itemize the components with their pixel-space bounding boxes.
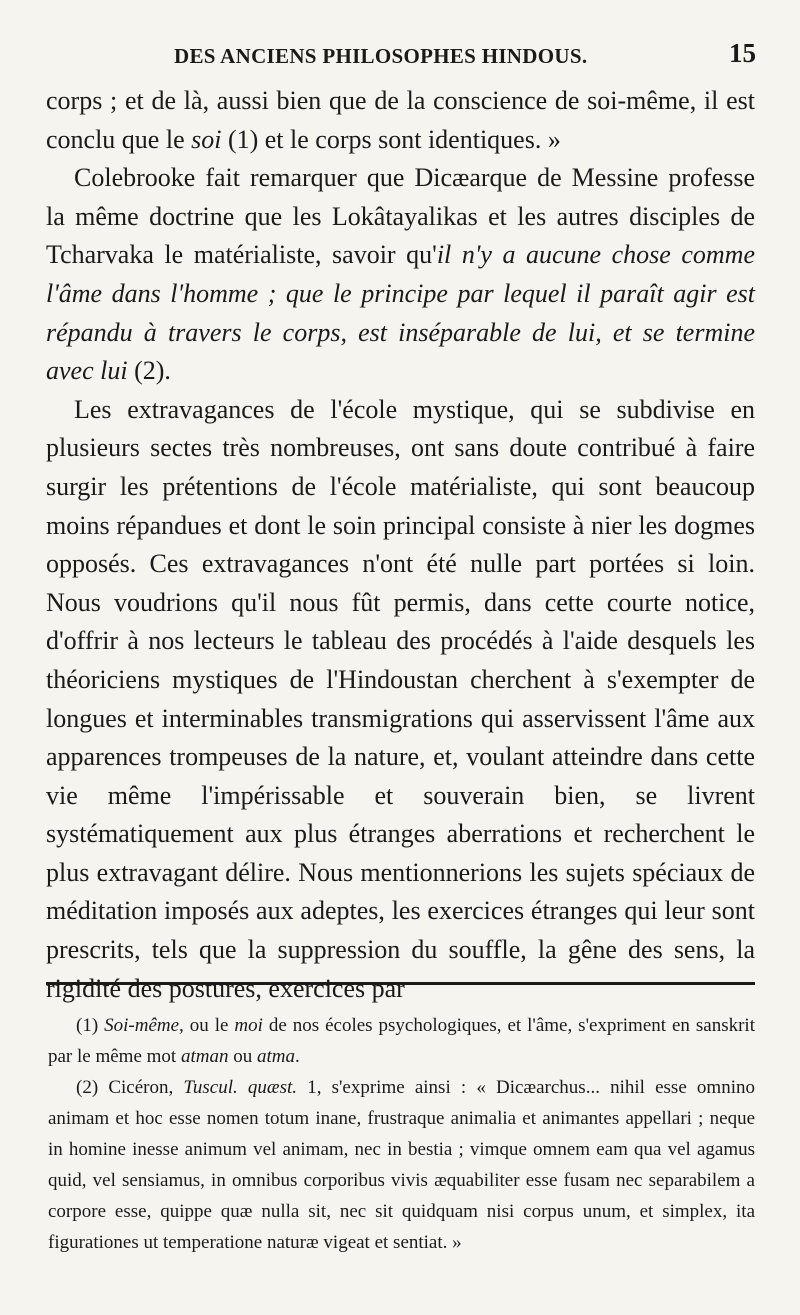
footnote-rule	[46, 982, 755, 985]
paragraph-1-text-b: (1) et le corps sont identiques. »	[221, 124, 561, 154]
paragraph-1-soi: soi	[191, 124, 222, 154]
footnote-1-atma: atma	[256, 1046, 295, 1067]
paragraph-2-quote: il n'y a aucune chose comme l'âme dans l'homme ; que le principe par lequel il paraît agir est répandu à travers le corps, est inséparable de lui, et se termine avec lui	[46, 240, 755, 386]
footnote-2-mark: (2) Cicéron,	[76, 1077, 184, 1098]
paragraph-3: Les extravagances de l'école mystique, qui se subdivise en plusieurs sectes très nombreuses, ont sans doute contribué à faire surgir les prétentions de l'école matérialiste, qui sont beaucoup moins répandues et dont le soin principal consiste à nier les dogmes opposés. Ces extravagances n'ont été nulle part portées si loin. Nous voudrions qu'il nous fût permis, dans cette courte notice, d'offrir à nos lecteurs le tableau des procédés à l'aide desquels les théoriciens mystiques de l'Hindoustan cherchent à s'exempter de longues et interminables transmigrations qui asservissent l'âme aux apparences trompeuses de la nature, et, voulant atteindre dans cette vie même l'impérissable et souverain bien, se livrent systématiquement aux plus étranges aberrations et recherchent le plus extravagant délire. Nous mentionnerions les sujets spéciaux de méditation imposés aux adeptes, les exercices étranges qui leur sont prescrits, tels que la suppression du souffle, la gêne des sens, la rigidité des postures, exercices par	[46, 394, 755, 1003]
footnote-2-text: 1, s'exprime ainsi : « Dicæarchus... nihil esse omnino animam et hoc esse nomen totum inane, frustraque animalia et animantes appellari ; neque in homine inesse animum vel animam, nec in bestia ; vimque omnem eam qua vel agamus quid, vel sensiamus, in omnibus corporibus vivis æquabiliter esse fusam nec separabilem a corpore esse, quippe quæ nulla sit, nec sit quidquam nisi corpus unum, et simplex, ita figurationes ut temperatione naturæ vigeat et sentiat. »	[48, 1077, 755, 1253]
footnote-2-work: Tuscul. quæst.	[183, 1077, 298, 1098]
footnote-2	[48, 1072, 755, 1258]
footnote-1-term: Soi-même	[104, 1015, 180, 1036]
paragraph-1	[46, 82, 755, 159]
page-number: 15	[729, 38, 756, 68]
footnote-1-atman: atman	[180, 1046, 229, 1067]
body-text	[46, 82, 755, 1008]
paragraph-2	[46, 159, 755, 391]
footnote-1-text-a: , ou le	[179, 1015, 235, 1036]
footnote-1-text-d: .	[294, 1046, 300, 1067]
footnote-1	[48, 1010, 755, 1072]
footnotes	[48, 1010, 755, 1258]
footnote-1-text-c: ou	[228, 1046, 257, 1067]
footnote-1-moi: moi	[234, 1015, 263, 1036]
footnote-1-mark: (1)	[76, 1015, 105, 1036]
page-header	[48, 38, 756, 78]
paragraph-1-text-a: corps ; et de là, aussi bien que de la conscience de soi-même, il est conclu que le	[46, 86, 755, 154]
paragraph-2-text-a: Colebrooke fait remarquer que Dicæarque de Messine professe la même doctrine que les Lokâtayalikas et les autres disciples de Tcharvaka le matérialiste, savoir qu'	[46, 163, 755, 270]
paragraph-2-text-b: (2).	[127, 356, 171, 386]
footnote-1-text-b: de nos écoles psychologiques, et l'âme, s'expriment en sanskrit par le même mot	[48, 1015, 755, 1067]
running-title: DES ANCIENS PHILOSOPHES HINDOUS.	[174, 44, 588, 68]
